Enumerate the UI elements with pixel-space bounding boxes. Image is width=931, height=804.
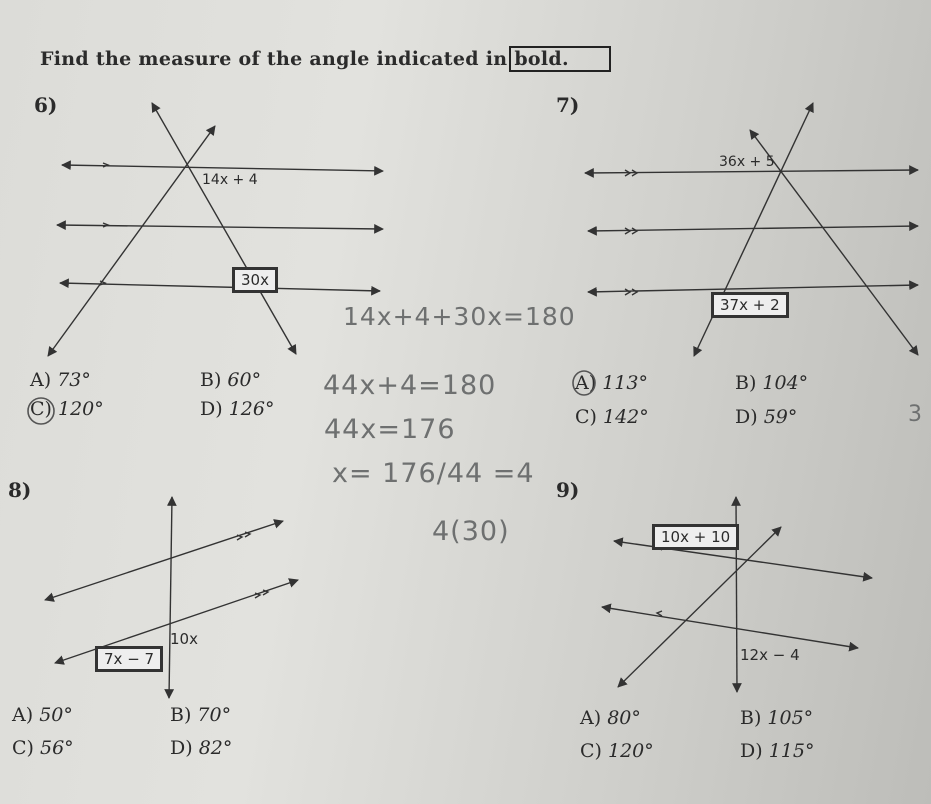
choice-value: 120° [608, 740, 654, 762]
problem-9-number: 9) [556, 478, 580, 502]
choice-letter: A) [12, 704, 34, 726]
choice-value: 70° [197, 704, 232, 726]
problem-7-label-b: 37x + 2 [711, 292, 789, 318]
problem-9-label-a: 10x + 10 [652, 524, 739, 550]
problem-7-number: 7) [556, 93, 580, 117]
choice-value: 56° [40, 737, 74, 759]
choice-letter: A) [30, 369, 52, 391]
handwriting-line-3: 44x=176 [324, 414, 456, 445]
choice-letter: A) [575, 372, 597, 394]
choice-value: 120° [58, 398, 104, 420]
handwriting-line-6: 3 [908, 402, 923, 427]
problem-8-label-a: 10x [170, 630, 198, 648]
choice-value: 113° [602, 372, 648, 394]
choice-value: 104° [762, 372, 809, 394]
choice-value: 73° [57, 369, 91, 391]
problem-6-label-b: 30x [232, 267, 278, 293]
problem-7-label-a: 36x + 5 [719, 154, 775, 170]
choice-value: 60° [227, 369, 262, 391]
choice-letter: D) [200, 398, 223, 420]
choice-letter: D) [735, 406, 758, 428]
choice-letter: C) [30, 398, 52, 420]
choice-value: 115° [768, 740, 815, 762]
problem-9-label-b: 12x − 4 [740, 646, 800, 664]
problem-6-label-a: 14x + 4 [202, 172, 258, 188]
choice-letter: A) [580, 707, 602, 729]
bold-box: bold. [509, 46, 611, 72]
choice-letter: B) [735, 372, 757, 394]
choice-value: 50° [39, 704, 73, 726]
choice-letter: D) [740, 740, 763, 762]
handwriting-line-5: 4(30) [432, 516, 510, 547]
choice-letter: C) [12, 737, 34, 759]
choice-value: 80° [607, 707, 641, 729]
instruction-text: Find the measure of the angle indicated in [40, 48, 508, 70]
choice-value: 82° [198, 737, 233, 759]
choice-letter: B) [200, 369, 222, 391]
choice-value: 59° [763, 406, 798, 428]
handwriting-line-2: 44x+4=180 [323, 370, 497, 401]
handwriting-line-4: x= 176/44 =4 [332, 458, 535, 489]
circle-mark-6c [28, 398, 54, 424]
choice-letter: B) [740, 707, 762, 729]
choice-letter: C) [575, 406, 597, 428]
choice-letter: C) [580, 740, 602, 762]
problem-8-number: 8) [8, 478, 32, 502]
circle-mark-7a [573, 371, 595, 395]
choice-letter: D) [170, 737, 193, 759]
choice-letter: B) [170, 704, 192, 726]
choice-value: 105° [767, 707, 814, 729]
problem-8-label-b: 7x − 7 [95, 646, 163, 672]
handwriting-line-1: 14x+4+30x=180 [343, 302, 576, 331]
choice-value: 142° [603, 406, 649, 428]
choice-value: 126° [228, 398, 275, 420]
problem-6-number: 6) [34, 93, 58, 117]
